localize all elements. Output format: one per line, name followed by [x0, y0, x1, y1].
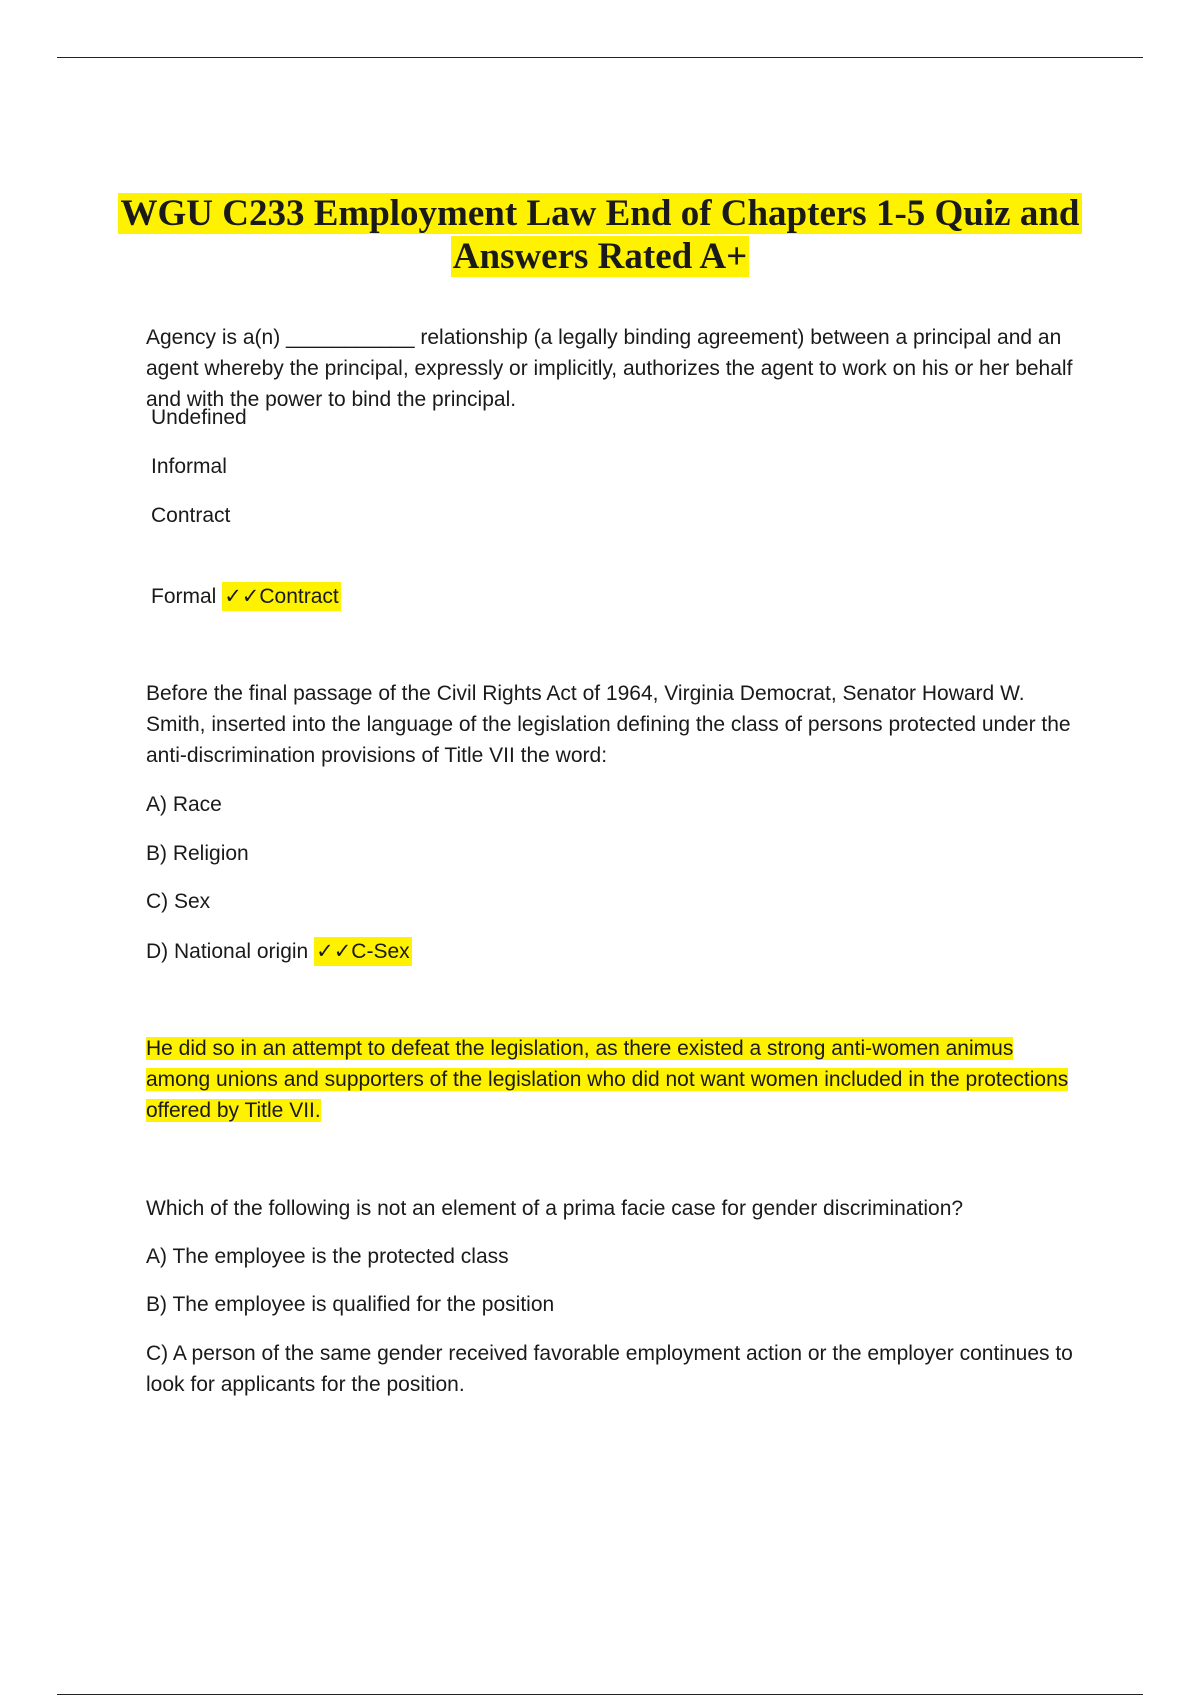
question-1-option-3: Contract: [151, 504, 231, 527]
question-3-text: Which of the following is not an element of a prima facie case for gender discrimination?: [146, 1197, 964, 1220]
question-3-option-c: C) A person of the same gender received favorable employment action or the employer continues to look for applicants for the position.: [146, 1342, 1073, 1396]
question-1-answer: ✓✓Contract: [222, 582, 341, 611]
question-2-option-d: D) National origin: [146, 940, 309, 963]
question-3-option-a: A) The employee is the protected class: [146, 1245, 509, 1268]
question-1-option-2: Informal: [151, 455, 227, 478]
question-2-explanation: He did so in an attempt to defeat the legislation, as there existed a strong anti-women animus among unions and supporters of the legislation who did not want women included in the protections offered by Title VII.: [146, 1037, 1069, 1122]
question-2-text: Before the final passage of the Civil Rights Act of 1964, Virginia Democrat, Senator Howard W. Smith, inserted into the language of the legislation defining the class of persons protected under the anti-discrimination provisions of Title VII the word:: [146, 682, 1071, 767]
question-2-option-a: A) Race: [146, 793, 222, 816]
question-2-option-d-row: [146, 936, 412, 967]
document-title: WGU C233 Employment Law End of Chapters 1-5 Quiz and Answers Rated A+: [120, 193, 1080, 277]
question-3-option-b: B) The employee is qualified for the position: [146, 1293, 555, 1316]
question-2-answer: ✓✓C-Sex: [314, 937, 412, 966]
question-1-option-4: Formal: [151, 585, 217, 608]
top-rule: [57, 57, 1143, 58]
question-2-option-b: B) Religion: [146, 842, 249, 865]
question-1-option-1: Undefined: [151, 406, 247, 429]
bottom-rule: [57, 1694, 1143, 1695]
question-1-text: Agency is a(n) ___________ relationship (a legally binding agreement) between a principal and an agent whereby the principal, expressly or implicitly, authorizes the agent to work on his or her behalf and with the power to bind the principal.: [146, 326, 1073, 411]
question-2-option-c: C) Sex: [146, 890, 211, 913]
question-1-option-4-row: [151, 581, 341, 612]
